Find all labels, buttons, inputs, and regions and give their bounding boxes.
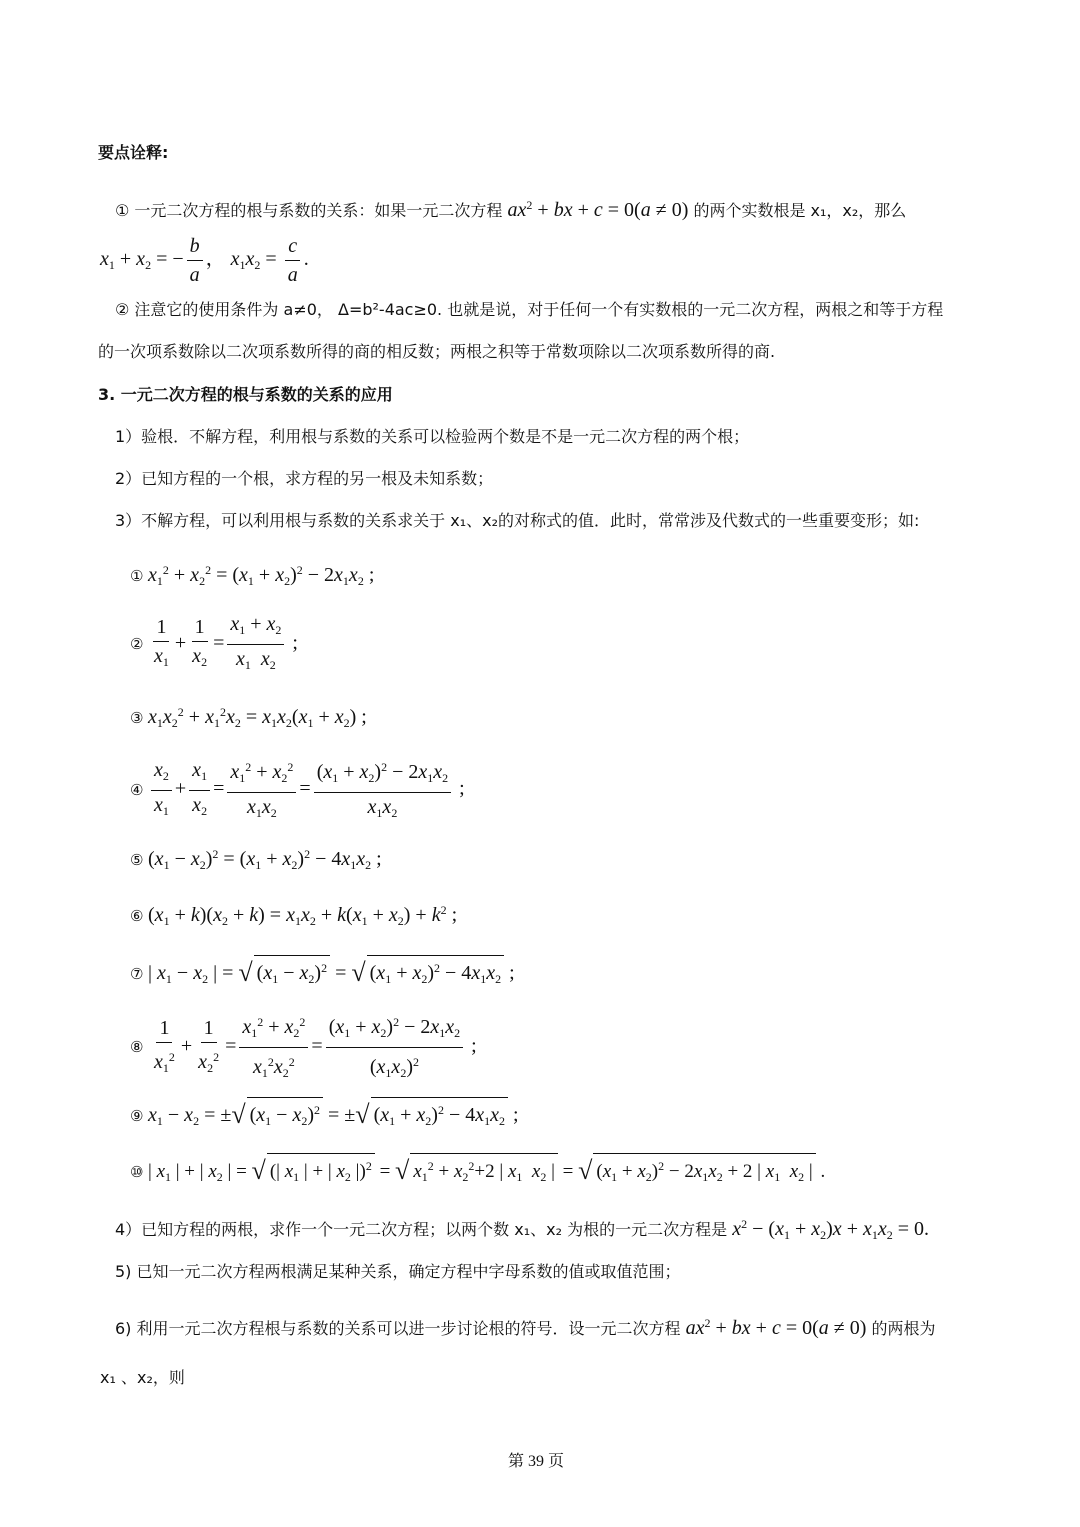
application-5: 5) 已知一元二次方程两根满足某种关系，确定方程中字母系数的值或取值范围；: [115, 1262, 681, 1281]
page-number: 第 39 页: [508, 1453, 565, 1470]
application-4: [115, 1212, 929, 1247]
item2-line1: ② 注意它的使用条件为 a≠0， Δ=b²-4ac≥0. 也就是说，对于任何一个有实数根的一元二次方程，两根之和等于方程: [115, 300, 944, 319]
application-2: 2）已知方程的一个根，求方程的另一根及未知系数；: [115, 469, 494, 488]
item1-line: [115, 193, 906, 222]
item2-line2: 的一次项系数除以二次项系数所得的商的相反数；两根之积等于常数项除以二次项系数所得的商.: [98, 342, 776, 361]
application-1: 1）验根．不解方程，利用根与系数的关系可以检验两个数是不是一元二次方程的两个根；: [115, 427, 750, 446]
application-6-suffix: 的两根为: [871, 1319, 936, 1338]
item1-equation: $ax^2$ + bx + c = 0(a ≠ 0): [507, 198, 689, 221]
item1-prefix: ① 一元二次方程的根与系数的关系：如果一元二次方程: [115, 201, 503, 220]
notes-heading: 要点诠释:: [98, 143, 169, 162]
transform-6: ⑥ $(x_1 + k)(x_2 + k) = x_1x_2 + k(x_1 + x_2) + k^2$ ;: [130, 903, 458, 928]
application-6-line2: x₁ 、x₂，则: [100, 1368, 185, 1387]
transform-2: ② $\frac{1}{x_1}$ + $\frac{1}{x_2}$ = $\frac{x_1 + x_2}{x_1 x_2}$ ;: [130, 613, 298, 672]
item1-suffix: 的两个实数根是 x₁，x₂，那么: [693, 201, 907, 220]
transform-4: ④ $\frac{x_2}{x_1}$ + $\frac{x_1}{x_2}$ = $\frac{x_1^2 + x_2^2}{x_1x_2}$ = $\frac{(x_1 + x_2)^2 - 2x_1x_2}{x_1x_2}$ ;: [130, 755, 465, 825]
transform-1: ① $x_1^2 + x_2^2 = (x_1 + x_2)^2 - 2x_1x_2$ ;: [130, 563, 375, 588]
vieta-sum: $x_1 + x_2$ = − $\frac{b}{a}$: [100, 248, 206, 270]
application-4-text: 4）已知方程的两根，求作一个一元二次方程；以两个数 x₁、x₂ 为根的一元二次方程是: [115, 1220, 728, 1239]
application-6: [115, 1311, 936, 1340]
transform-7: ⑦ | $x_1 - x_2$ | = √ $(x_1 - x_2)^2$ = √ $(x_1 + x_2)^2 - 4x_1x_2$ ;: [130, 955, 515, 991]
section3-title: 3. 一元二次方程的根与系数的关系的应用: [98, 385, 393, 404]
application-6-equation: $ax^2$ + bx + c = 0(a ≠ 0): [685, 1316, 867, 1339]
transform-3: ③ $x_1x_2^2 + x_1^2x_2 = x_1x_2(x_1 + x_2)$ ;: [130, 705, 367, 730]
transform-5: ⑤ $(x_1 - x_2)^2 = (x_1 + x_2)^2 - 4x_1x_2$ ;: [130, 847, 382, 872]
application-3: 3）不解方程，可以利用根与系数的关系求关于 x₁、x₂的对称式的值．此时，常常涉及代数式的一些重要变形；如:: [115, 511, 920, 530]
vieta-product: $x_1x_2$ = $\frac{c}{a}$ .: [230, 235, 309, 286]
vieta-formulas: $x_1 + x_2$ = − $\frac{b}{a}$ ， $x_1x_2$ = $\frac{c}{a}$ .: [100, 235, 309, 286]
application-6-text: 6) 利用一元二次方程根与系数的关系可以进一步讨论根的符号．设一元二次方程: [115, 1319, 681, 1338]
transform-10: ⑩ | $x_1$ | + | $x_2$ | = √ (| $x_1$ | + | $x_2$ |)$^2$ = √ $x_1^2 + x_2^2+2$ | $x_1$ $x_2$ | = √ $(x_1 + x_2)^2 - 2x_1x_2 + 2$ | $x_1$ $x_2$ | .: [130, 1153, 825, 1189]
application-4-formula: $x^2 - (x_1 + x_2)x + x_1x_2 = 0$.: [732, 1217, 930, 1242]
transform-8: ⑧ $\frac{1}{x_1^2}$ + $\frac{1}{x_2^2}$ = $\frac{x_1^2 + x_2^2}{x_1^2x_2^2}$ = $\frac{(x_1 + x_2)^2 - 2x_1x_2}{(x_1x_2)^2}$ ;: [130, 1010, 477, 1085]
transform-9: ⑨ $x_1 - x_2$ = ±√ $(x_1 - x_2)^2$ = ±√ $(x_1 + x_2)^2 - 4x_1x_2$ ;: [130, 1097, 519, 1133]
